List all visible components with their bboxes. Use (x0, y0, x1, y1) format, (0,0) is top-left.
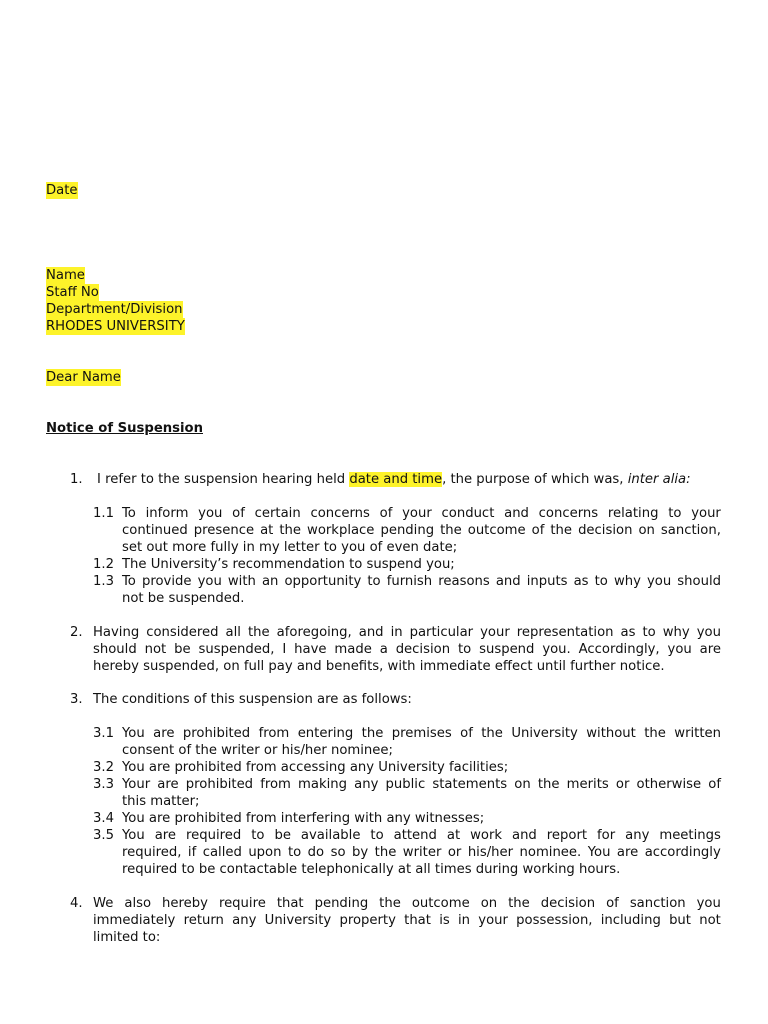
date-time-placeholder: date and time (349, 472, 443, 487)
document-title: Notice of Suspension (46, 421, 203, 436)
paragraph-4-line-2: immediately return any University property that is in your possession, including but not (93, 913, 721, 928)
salutation: Dear Name (46, 370, 121, 385)
item-3-5-line-3: required to be contactable telephonically at all times during working hours. (122, 862, 621, 877)
item-3-1-number: 3.1 (93, 726, 114, 741)
item-1-2-text: The University’s recommendation to suspend you; (122, 557, 455, 572)
paragraph-1 (97, 471, 691, 488)
item-1-3-line-2: not be suspended. (122, 591, 245, 606)
item-1-1-line-3: set out more fully in my letter to you of even date; (122, 540, 458, 555)
item-3-4-number: 3.4 (93, 811, 114, 826)
paragraph-4-line-3: limited to: (93, 930, 161, 945)
paragraph-2-number: 2. (70, 625, 83, 640)
item-3-3-number: 3.3 (93, 777, 114, 792)
name-field: Name (46, 268, 85, 283)
paragraph-1-italic: inter alia: (627, 472, 691, 487)
item-3-3-line-1: Your are prohibited from making any public statements on the merits or otherwise of (122, 777, 721, 792)
paragraph-4-line-1: We also hereby require that pending the outcome on the decision of sanction you (93, 896, 721, 911)
item-1-3-number: 1.3 (93, 574, 114, 589)
university-field: RHODES UNIVERSITY (46, 319, 185, 334)
item-1-1-line-1: To inform you of certain concerns of your conduct and concerns relating to your (122, 506, 721, 521)
paragraph-1-text-after: , the purpose of which was, (442, 472, 628, 487)
paragraph-4-number: 4. (70, 896, 83, 911)
item-1-3-line-1: To provide you with an opportunity to furnish reasons and inputs as to why you should (122, 574, 721, 589)
paragraph-2-line-1: Having considered all the aforegoing, and in particular your representation as to why you (93, 625, 721, 640)
paragraph-3-text: The conditions of this suspension are as follows: (93, 692, 412, 707)
item-3-1-line-1: You are prohibited from entering the premises of the University without the written (122, 726, 721, 741)
item-3-2-number: 3.2 (93, 760, 114, 775)
department-field: Department/Division (46, 302, 183, 317)
item-3-5-line-2: required, if called upon to do so by the writer or his/her nominee. You are accordingly (122, 845, 721, 860)
item-1-1-line-2: continued presence at the workplace pending the outcome of the decision on sanction, (122, 523, 721, 538)
item-1-2-number: 1.2 (93, 557, 114, 572)
item-3-2-text: You are prohibited from accessing any University facilities; (122, 760, 509, 775)
paragraph-2-line-3: hereby suspended, on full pay and benefits, with immediate effect until further notice. (93, 659, 665, 674)
paragraph-1-number: 1. (70, 472, 83, 487)
item-3-4-text: You are prohibited from interfering with any witnesses; (122, 811, 485, 826)
item-1-1-number: 1.1 (93, 506, 114, 521)
item-3-5-number: 3.5 (93, 828, 114, 843)
item-3-5-line-1: You are required to be available to attend at work and report for any meetings (122, 828, 721, 843)
paragraph-1-text-before: I refer to the suspension hearing held (97, 472, 350, 487)
item-3-3-line-2: this matter; (122, 794, 200, 809)
item-3-1-line-2: consent of the writer or his/her nominee; (122, 743, 393, 758)
staff-no-field: Staff No (46, 285, 99, 300)
paragraph-2-line-2: should not be suspended, I have made a decision to suspend you. Accordingly, you are (93, 642, 721, 657)
paragraph-3-number: 3. (70, 692, 83, 707)
date-field: Date (46, 183, 78, 198)
